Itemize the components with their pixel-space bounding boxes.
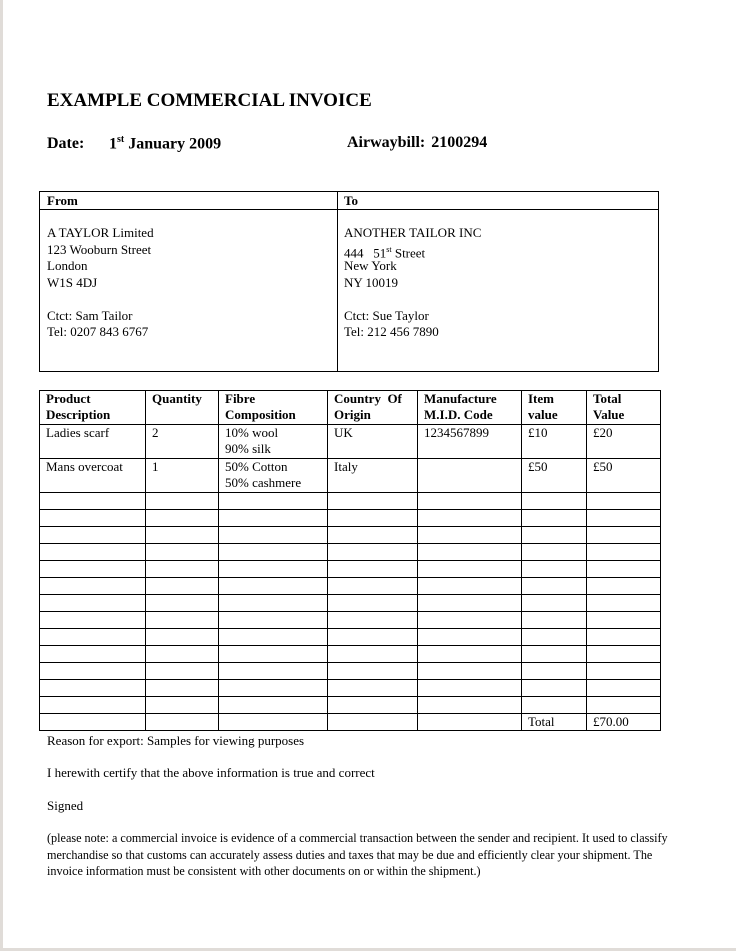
reason-for-export: Reason for export: Samples for viewing purposes <box>47 733 305 748</box>
airwaybill-line <box>347 134 487 152</box>
table-cell <box>587 680 661 697</box>
sender-city: London <box>47 258 88 273</box>
empty-row <box>40 544 661 561</box>
table-cell: £50 <box>522 459 587 493</box>
date-line <box>47 134 221 153</box>
from-header: From <box>47 193 78 208</box>
table-cell <box>146 646 219 663</box>
sender-postcode: W1S 4DJ <box>47 274 98 290</box>
sender-name: A TAYLOR Limited <box>47 225 154 240</box>
table-cell <box>418 561 522 578</box>
column-header: Item value <box>522 391 587 425</box>
recipient-city: New York <box>344 258 397 273</box>
empty-row <box>40 646 661 663</box>
table-cell <box>328 561 418 578</box>
total-row <box>40 714 661 731</box>
recipient-postcode: NY 10019 <box>344 274 399 290</box>
date-month-year: January 2009 <box>124 135 222 153</box>
table-cell <box>40 714 146 731</box>
invoice-title: EXAMPLE COMMERCIAL INVOICE <box>47 90 372 111</box>
table-cell <box>146 612 219 629</box>
table-cell <box>418 510 522 527</box>
table-cell <box>418 578 522 595</box>
column-header: Total Value <box>587 391 661 425</box>
table-cell <box>587 646 661 663</box>
table-cell <box>587 629 661 646</box>
table-cell <box>328 510 418 527</box>
table-cell <box>418 714 522 731</box>
table-cell <box>219 663 328 680</box>
table-cell <box>522 510 587 527</box>
total-label: Total <box>522 714 587 731</box>
column-header: Country Of Origin <box>328 391 418 425</box>
empty-row <box>40 510 661 527</box>
table-cell <box>219 612 328 629</box>
table-cell <box>219 578 328 595</box>
table-cell <box>219 544 328 561</box>
table-cell <box>587 595 661 612</box>
table-cell: 2 <box>146 425 219 459</box>
table-cell <box>328 493 418 510</box>
date-label: Date: <box>47 135 85 153</box>
table-cell <box>418 527 522 544</box>
empty-row <box>40 578 661 595</box>
recipient-tel: Tel: 212 456 7890 <box>344 324 439 339</box>
table-cell <box>587 697 661 714</box>
column-header: Manufacture M.I.D. Code <box>418 391 522 425</box>
empty-row <box>40 697 661 714</box>
invoice-note: (please note: a commercial invoice is evidence of a commercial transaction between the sender and recipient. It used to classify merchandise so that customs can accurately assess duties and taxes that may be due and efficiently clear your shipment. The invoice information must be consistent with other documents on or within the shipment.) <box>47 831 668 878</box>
table-cell <box>219 629 328 646</box>
table-cell <box>219 595 328 612</box>
table-cell <box>146 510 219 527</box>
date-ordinal: st <box>117 134 125 145</box>
table-cell <box>328 527 418 544</box>
table-header-row <box>40 391 661 425</box>
empty-row <box>40 527 661 544</box>
table-cell <box>522 612 587 629</box>
table-cell <box>219 510 328 527</box>
table-cell <box>146 578 219 595</box>
table-cell <box>522 578 587 595</box>
table-cell <box>418 595 522 612</box>
column-header: Product Description <box>40 391 146 425</box>
recipient-contact: Ctct: Sue Taylor <box>344 307 429 323</box>
table-cell <box>418 680 522 697</box>
table-cell <box>587 578 661 595</box>
table-cell <box>219 714 328 731</box>
table-cell <box>587 510 661 527</box>
table-cell <box>328 663 418 680</box>
recipient-name: ANOTHER TAILOR INC <box>344 225 482 240</box>
table-cell: Ladies scarf <box>40 425 146 459</box>
table-cell <box>587 527 661 544</box>
table-cell <box>328 544 418 561</box>
table-cell <box>328 646 418 663</box>
table-cell <box>587 493 661 510</box>
table-cell <box>587 612 661 629</box>
table-cell <box>40 595 146 612</box>
table-cell <box>418 646 522 663</box>
table-cell: Italy <box>328 459 418 493</box>
table-cell <box>418 663 522 680</box>
airwaybill-number: 2100294 <box>431 134 488 151</box>
address-divider <box>337 192 338 371</box>
table-cell <box>146 595 219 612</box>
sender-address <box>47 225 154 341</box>
table-cell <box>40 680 146 697</box>
table-cell <box>522 680 587 697</box>
date-day: 1 <box>109 135 117 153</box>
empty-row <box>40 561 661 578</box>
recipient-street: 444 51st Street <box>344 244 426 260</box>
table-cell: 50% Cotton 50% cashmere <box>219 459 328 493</box>
table-cell <box>522 527 587 544</box>
empty-row <box>40 493 661 510</box>
sender-tel: Tel: 0207 843 6767 <box>47 324 149 339</box>
certification-statement: I herewith certify that the above information is true and correct <box>47 765 375 780</box>
table-cell <box>328 714 418 731</box>
table-cell <box>40 646 146 663</box>
table-cell <box>522 544 587 561</box>
address-box <box>39 191 659 372</box>
table-cell: £50 <box>587 459 661 493</box>
table-cell <box>219 527 328 544</box>
table-cell <box>40 561 146 578</box>
table-cell <box>40 578 146 595</box>
table-cell <box>328 595 418 612</box>
table-cell <box>418 493 522 510</box>
total-value: £70.00 <box>587 714 661 731</box>
empty-row <box>40 612 661 629</box>
to-header: To <box>344 193 358 208</box>
table-cell <box>219 680 328 697</box>
table-cell <box>40 544 146 561</box>
table-cell <box>418 612 522 629</box>
table-cell <box>328 578 418 595</box>
empty-row <box>40 663 661 680</box>
table-cell <box>418 629 522 646</box>
table-cell <box>146 493 219 510</box>
table-cell <box>587 663 661 680</box>
table-cell <box>40 527 146 544</box>
table-cell <box>40 493 146 510</box>
table-cell: 1234567899 <box>418 425 522 459</box>
table-cell <box>522 697 587 714</box>
table-cell <box>146 714 219 731</box>
table-cell: Mans overcoat <box>40 459 146 493</box>
table-row <box>40 425 661 459</box>
sender-street: 123 Wooburn Street <box>47 241 152 257</box>
table-cell <box>146 561 219 578</box>
table-cell: 10% wool 90% silk <box>219 425 328 459</box>
table-cell <box>40 697 146 714</box>
table-cell <box>146 544 219 561</box>
empty-row <box>40 629 661 646</box>
table-cell <box>418 459 522 493</box>
table-cell: £10 <box>522 425 587 459</box>
table-cell: £20 <box>587 425 661 459</box>
table-cell <box>146 527 219 544</box>
table-cell <box>522 663 587 680</box>
table-cell: UK <box>328 425 418 459</box>
table-cell <box>328 697 418 714</box>
table-cell <box>40 510 146 527</box>
table-cell: 1 <box>146 459 219 493</box>
table-cell <box>219 493 328 510</box>
table-cell <box>587 561 661 578</box>
airwaybill-label: Airwaybill: <box>347 134 426 151</box>
signed-label: Signed <box>47 798 84 813</box>
table-row <box>40 459 661 493</box>
table-cell <box>418 544 522 561</box>
table-cell <box>522 595 587 612</box>
table-cell <box>219 697 328 714</box>
table-cell <box>146 663 219 680</box>
table-cell <box>146 629 219 646</box>
table-cell <box>522 629 587 646</box>
table-cell <box>219 561 328 578</box>
table-cell <box>40 612 146 629</box>
sender-contact: Ctct: Sam Tailor <box>47 307 133 323</box>
table-cell <box>40 663 146 680</box>
column-header: Quantity <box>146 391 219 425</box>
table-cell <box>146 680 219 697</box>
table-cell <box>522 561 587 578</box>
table-cell <box>146 697 219 714</box>
table-cell <box>328 629 418 646</box>
empty-row <box>40 595 661 612</box>
table-cell <box>522 493 587 510</box>
empty-row <box>40 680 661 697</box>
table-cell <box>522 646 587 663</box>
table-cell <box>328 680 418 697</box>
table-cell <box>328 612 418 629</box>
table-cell <box>418 697 522 714</box>
table-cell <box>219 646 328 663</box>
column-header: Fibre Composition <box>219 391 328 425</box>
table-cell <box>40 629 146 646</box>
recipient-address <box>344 225 481 341</box>
goods-table <box>39 390 661 731</box>
table-cell <box>587 544 661 561</box>
